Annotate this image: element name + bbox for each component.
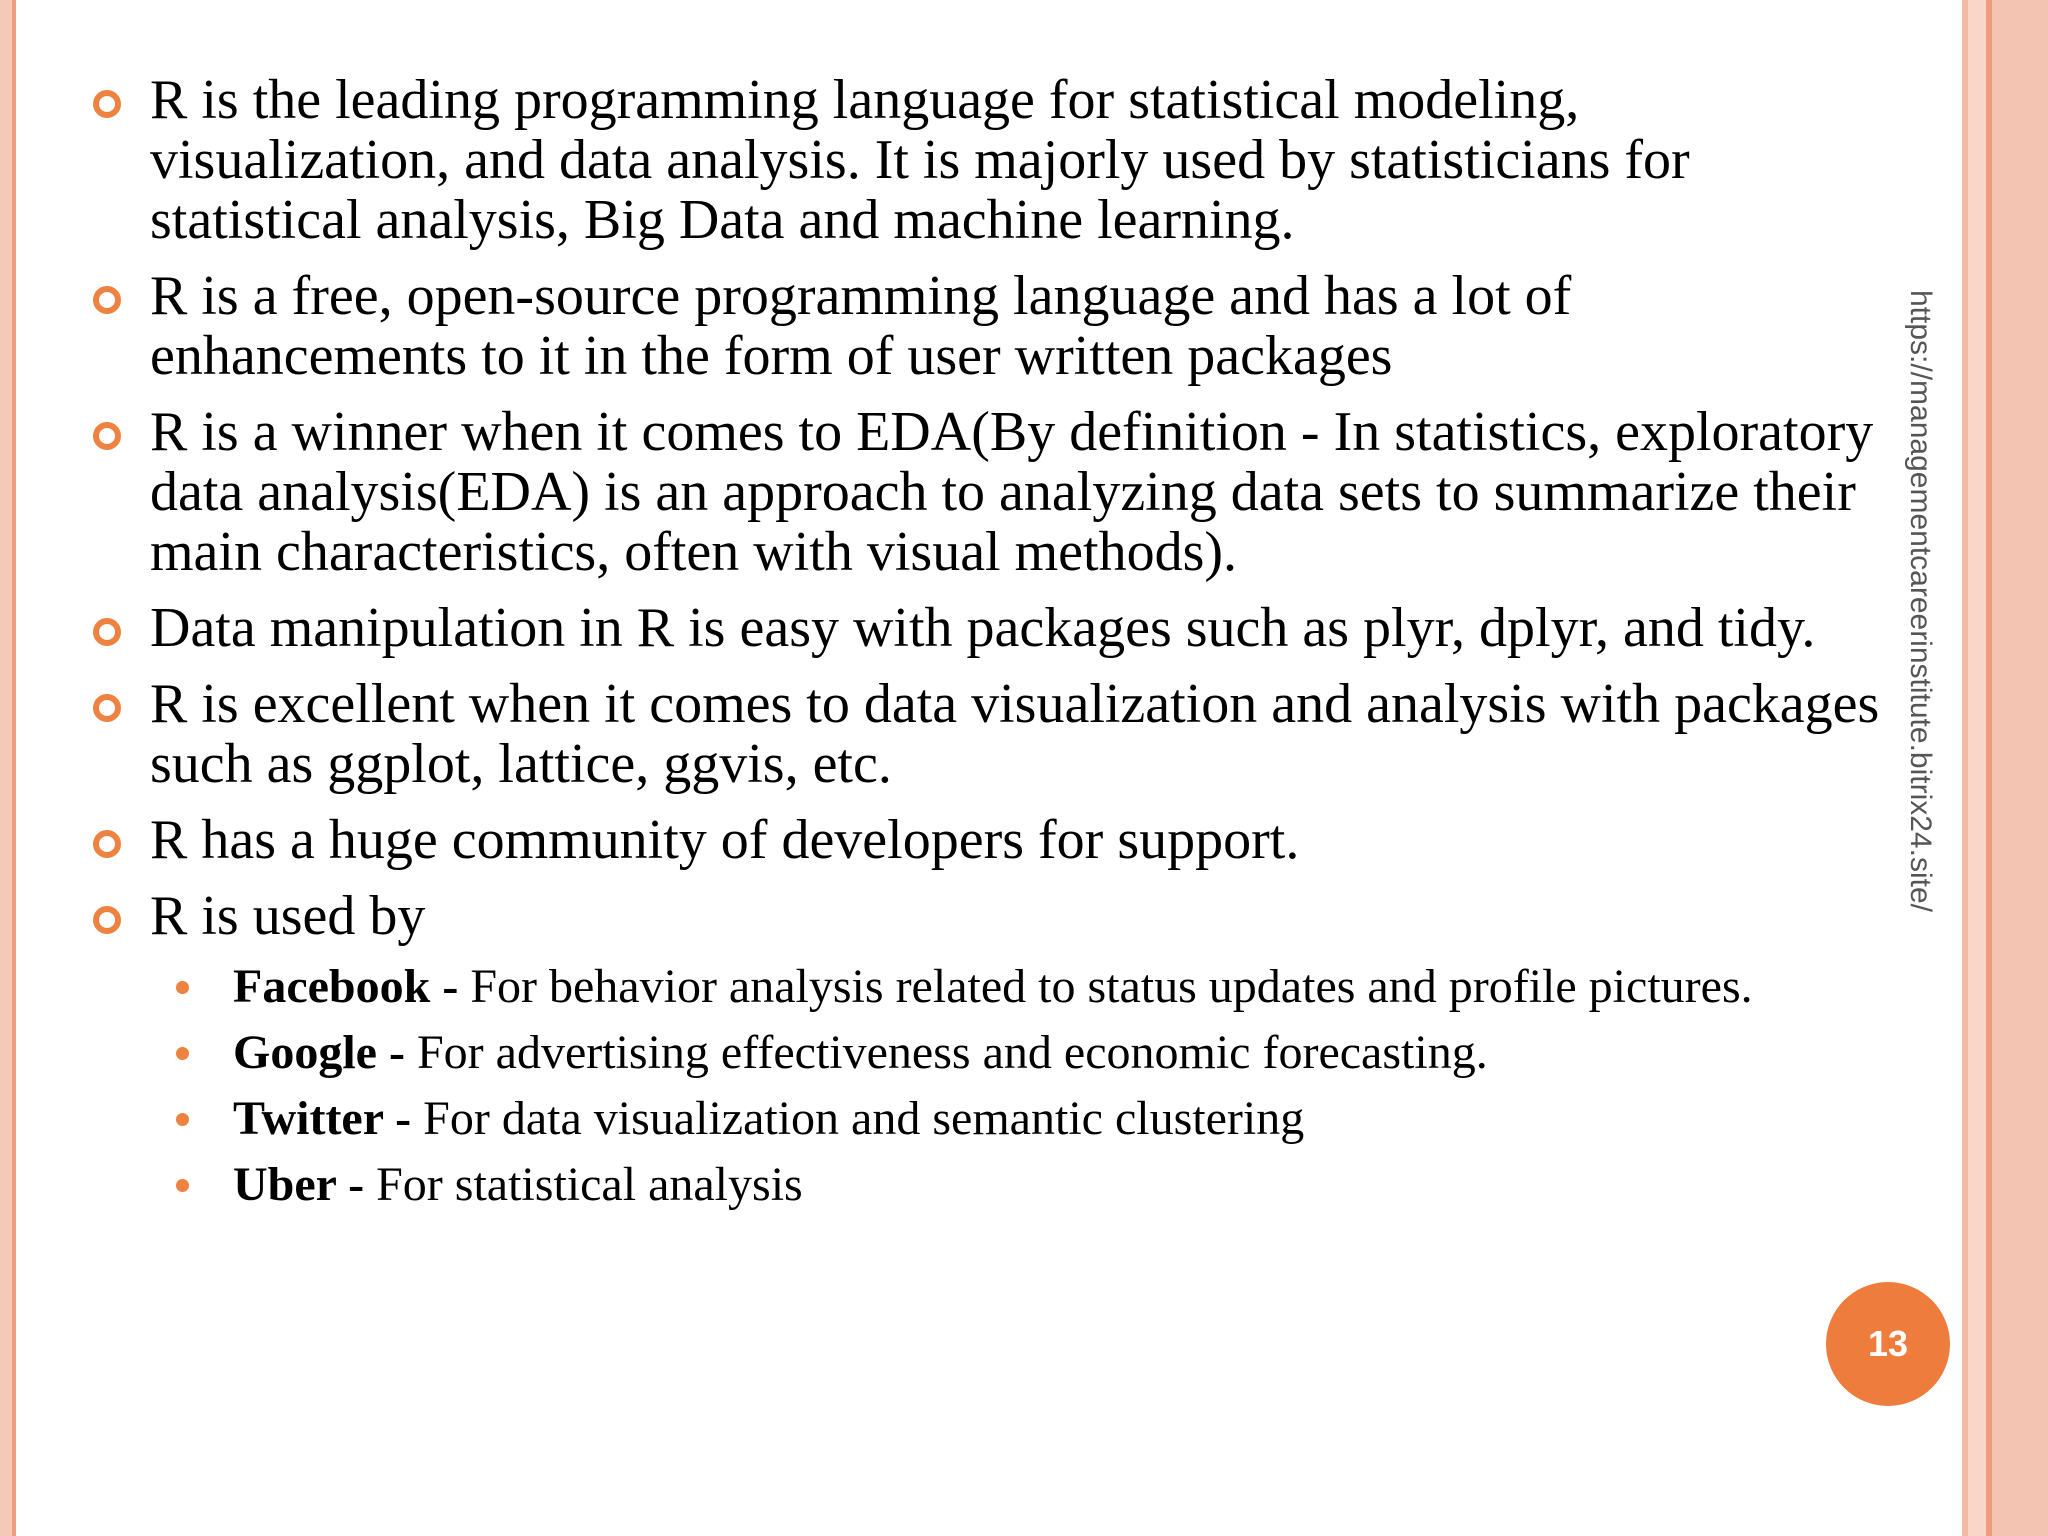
ring-bullet-icon	[93, 90, 121, 118]
sub-bullet-item	[0, 1160, 1880, 1210]
page-number-badge	[1826, 1282, 1950, 1406]
slide-content	[0, 70, 1880, 1226]
company-usage: For advertising effectiveness and economic forecasting.	[404, 1026, 1488, 1079]
bullet-item	[0, 674, 1880, 794]
dot-bullet-icon	[176, 1047, 189, 1060]
bullet-item	[0, 70, 1880, 250]
ring-bullet-icon	[93, 830, 121, 858]
sub-bullet-item	[0, 1028, 1880, 1078]
dot-bullet-icon	[176, 1179, 189, 1192]
bullet-item	[0, 402, 1880, 582]
bullet-item	[0, 810, 1880, 870]
sub-bullet-item	[0, 1094, 1880, 1144]
used-by-list	[0, 962, 1880, 1210]
page-number: 13	[1867, 1323, 1909, 1364]
right-border-stripe-2	[1968, 0, 1986, 1536]
company-name: Twitter -	[233, 1092, 412, 1145]
bullet-text: Data manipulation in R is easy with packages such as plyr, dplyr, and tidy.	[150, 597, 1816, 659]
company-usage: For behavior analysis related to status updates and profile pictures.	[458, 960, 1753, 1013]
bullet-item	[0, 886, 1880, 946]
ring-bullet-icon	[93, 618, 121, 646]
bullet-text: R has a huge community of developers for support.	[150, 809, 1300, 871]
bullet-item	[0, 266, 1880, 386]
bullet-item	[0, 598, 1880, 658]
company-name: Uber -	[233, 1158, 365, 1211]
bullet-text: R is used by	[150, 885, 426, 947]
company-name: Google -	[233, 1026, 405, 1079]
bullet-text: R is the leading programming language for statistical modeling, visualization, and data analysis. It is majorly used by statisticians for statistical analysis, Big Data and machine learning.	[150, 69, 1690, 251]
company-name: Facebook -	[233, 960, 459, 1013]
ring-bullet-icon	[93, 422, 121, 450]
dot-bullet-icon	[176, 1113, 189, 1126]
company-usage: For statistical analysis	[364, 1158, 803, 1211]
ring-bullet-icon	[93, 286, 121, 314]
sub-bullet-item	[0, 962, 1880, 1012]
side-url-watermark	[1890, 290, 1950, 1010]
company-usage: For data visualization and semantic clustering	[411, 1092, 1305, 1145]
ring-bullet-icon	[93, 906, 121, 934]
dot-bullet-icon	[176, 981, 189, 994]
ring-bullet-icon	[93, 694, 121, 722]
bullet-text: R is a free, open-source programming language and has a lot of enhancements to it in the form of user written packages	[150, 265, 1572, 387]
bullet-text: R is a winner when it comes to EDA(By definition - In statistics, exploratory data analysis(EDA) is an approach to analyzing data sets to summarize their main characteristics, often with visual methods).	[150, 401, 1874, 583]
right-border-stripe-4	[1992, 0, 2048, 1536]
side-url-text: https://managementcareerinstitute.bitrix24.site/	[1904, 290, 1937, 912]
bullet-text: R is excellent when it comes to data visualization and analysis with packages such as ggplot, lattice, ggvis, etc.	[150, 673, 1880, 795]
